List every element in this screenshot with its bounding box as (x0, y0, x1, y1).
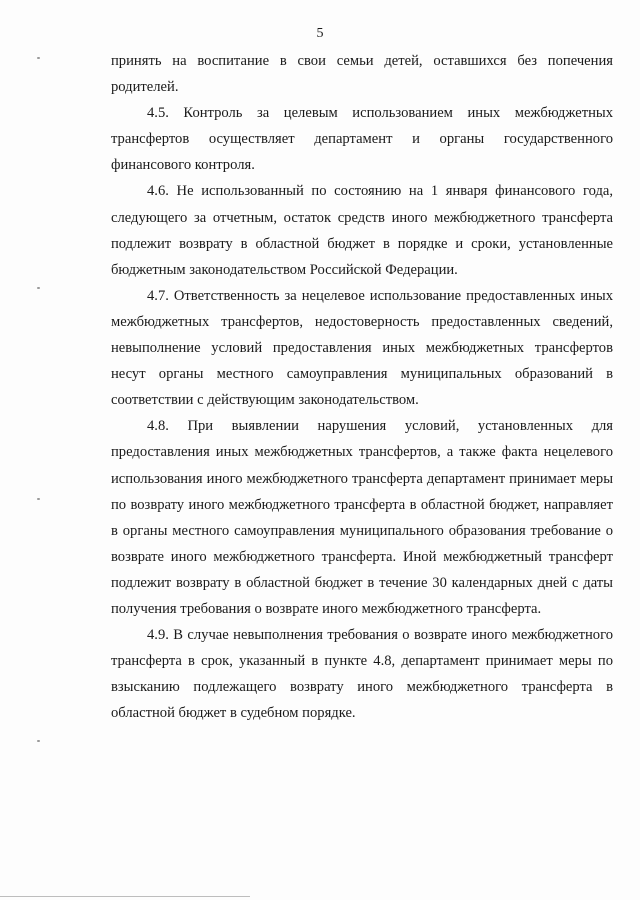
document-body (111, 48, 613, 726)
paragraph-continuation: принять на воспитание в свои семьи детей, оставшихся без попечения родителей. (111, 53, 613, 96)
paragraph-4-6: 4.6. Не использованный по состоянию на 1 января финансового года, следующего за отчетным, остаток средств иного межбюджетного трансферта подлежит возврату в областной бюджет в порядке и сроки, установленные бюджетным законодательством Российской Федерации. (111, 183, 613, 278)
scan-mark (37, 740, 40, 742)
paragraph-4-7: 4.7. Ответственность за нецелевое использование предоставленных иных межбюджетных трансфертов, недостоверность предоставленных сведений, невыполнение условий предоставления иных межбюджетных трансфертов несут органы местного самоуправления муниципальных образований в соответствии с действующим законодательством. (111, 287, 613, 409)
paragraph-4-5: 4.5. Контроль за целевым использованием иных межбюджетных трансфертов осуществляет департамент и органы государственного финансового контроля. (111, 105, 613, 174)
paragraph-4-8: 4.8. При выявлении нарушения условий, установленных для предоставления иных межбюджетных трансфертов, а также факта нецелевого использования иного межбюджетного трансферта департамент принимает меры по возврату иного межбюджетного трансферта в областной бюджет, направляет в органы местного самоуправления муниципального образования требование о возврате иного межбюджетного трансферта. Иной межбюджетный трансферт подлежит возврату в областной бюджет в течение 30 календарных дней с даты получения требования о возврате иного межбюджетного трансферта. (111, 418, 613, 617)
scan-mark (37, 57, 40, 59)
paragraph-4-9: 4.9. В случае невыполнения требования о возврате иного межбюджетного трансферта в срок, указанный в пункте 4.8, департамент принимает меры по взысканию подлежащего возврату иного межбюджетного трансферта в областной бюджет в судебном порядке. (111, 627, 613, 722)
scan-mark (37, 498, 40, 500)
scan-mark (37, 287, 40, 289)
page-number: 5 (316, 26, 324, 41)
scan-edge-line (0, 896, 250, 897)
